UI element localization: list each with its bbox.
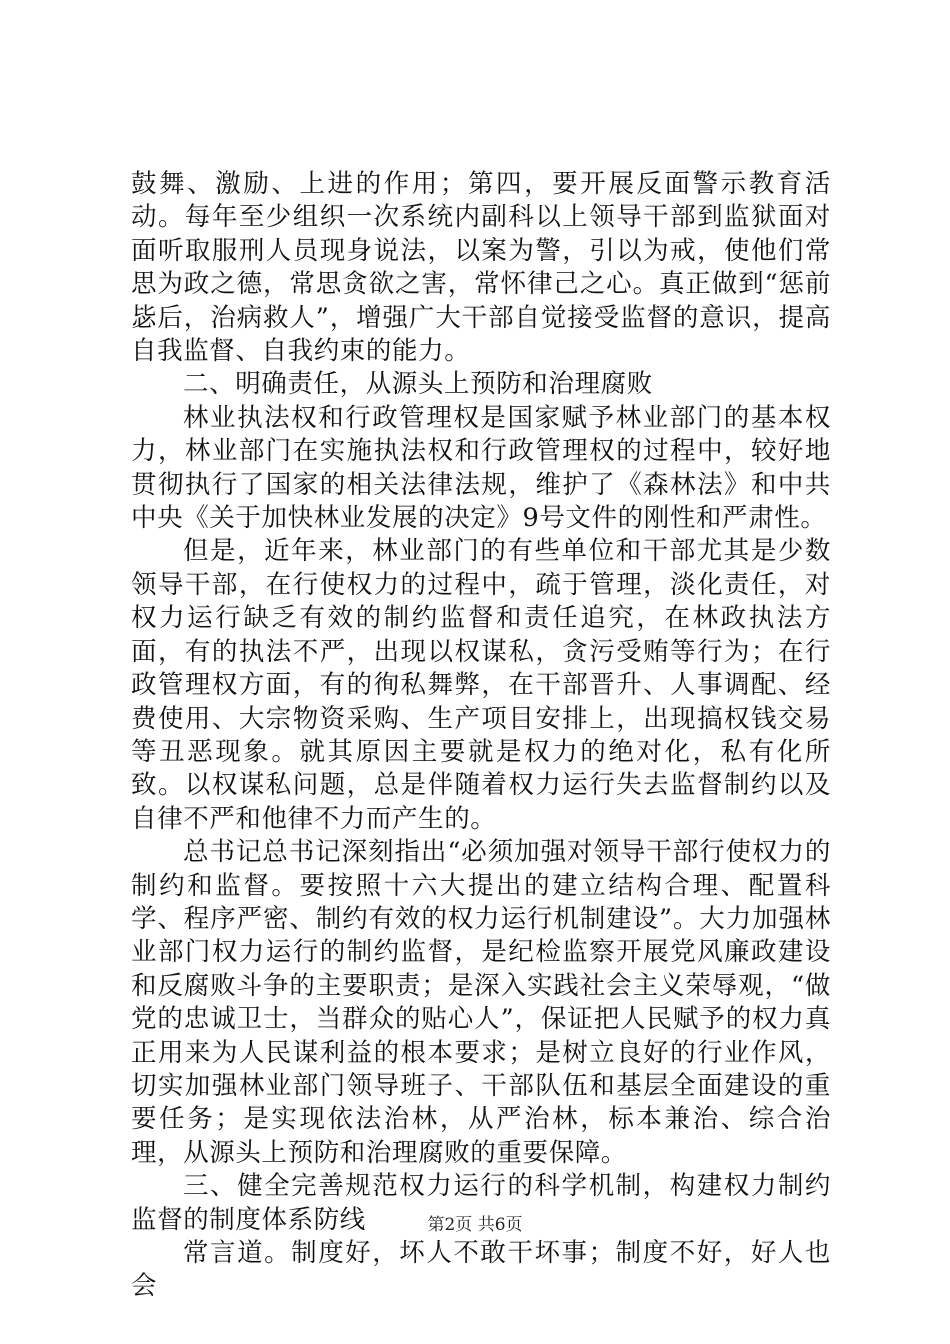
paragraph-3: 林业执法权和行政管理权是国家赋予林业部门的基本权力，林业部门在实施执法权和行政管理权的过程中，较好地贯彻执行了国家的相关法律法规，维护了《森林法》和中共中央《关于加快林业发展的决定》9号文件的刚性和严肃性。 xyxy=(131,402,831,534)
paragraph-5: 总书记总书记深刻指出“必须加强对领导干部行使权力的制约和监督。要按照十六大提出的建立结构合理、配置科学、程序严密、制约有效的权力运行机制建设”。大力加强林业部门权力运行的制约监督，是纪检监察开展党风廉政建设和反腐败斗争的主要职责；是深入实践社会主义荣辱观，“做党的忠诚卫士，当群众的贴心人”，保证把人民赋予的权力真正用来为人民谋利益的根本要求；是树立良好的行业作风，切实加强林业部门领导班子、干部队伍和基层全面建设的重要任务；是实现依法治林，从严治林，标本兼治、综合治理，从源头上预防和治理腐败的重要保障。 xyxy=(131,837,831,1168)
page-footer: 第2页 共6页 xyxy=(427,1215,523,1235)
paragraph-4: 但是，近年来，林业部门的有些单位和干部尤其是少数领导干部，在行使权力的过程中，疏于管理，淡化责任，对权力运行缺乏有效的制约监督和责任追究，在林政执法方面，有的执法不严，出现以权谋私，贪污受贿等行为；在行政管理权方面，有的徇私舞弊，在干部晋升、人事调配、经费使用、大宗物资采购、生产项目安排上，出现搞权钱交易等丑恶现象。就其原因主要就是权力的绝对化，私有化所致。以权谋私问题，总是伴随着权力运行失去监督制约以及自律不严和他律不力而产生的。 xyxy=(131,536,831,834)
paragraph-7: 常言道。制度好，坏人不敢干坏事；制度不好，好人也会 xyxy=(131,1238,831,1302)
section-heading-2: 二、明确责任，从源头上预防和治理腐败 xyxy=(183,369,653,400)
paragraph-1: 鼓舞、激励、上进的作用；第四，要开展反面警示教育活动。每年至少组织一次系统内副科以上领导干部到监狱面对面听取服刑人员现身说法，以案为警，引以为戒，使他们常思为政之德，常思贪欲之害，常怀律己之心。真正做到“惩前毖后，治病救人”，增强广大干部自觉接受监督的意识，提高自我监督、自我约束的能力。 xyxy=(131,169,831,367)
section-heading-3: 三、健全完善规范权力运行的科学机制，构建权力制约监督的制度体系防线 xyxy=(131,1171,831,1235)
body-text xyxy=(131,168,831,1304)
